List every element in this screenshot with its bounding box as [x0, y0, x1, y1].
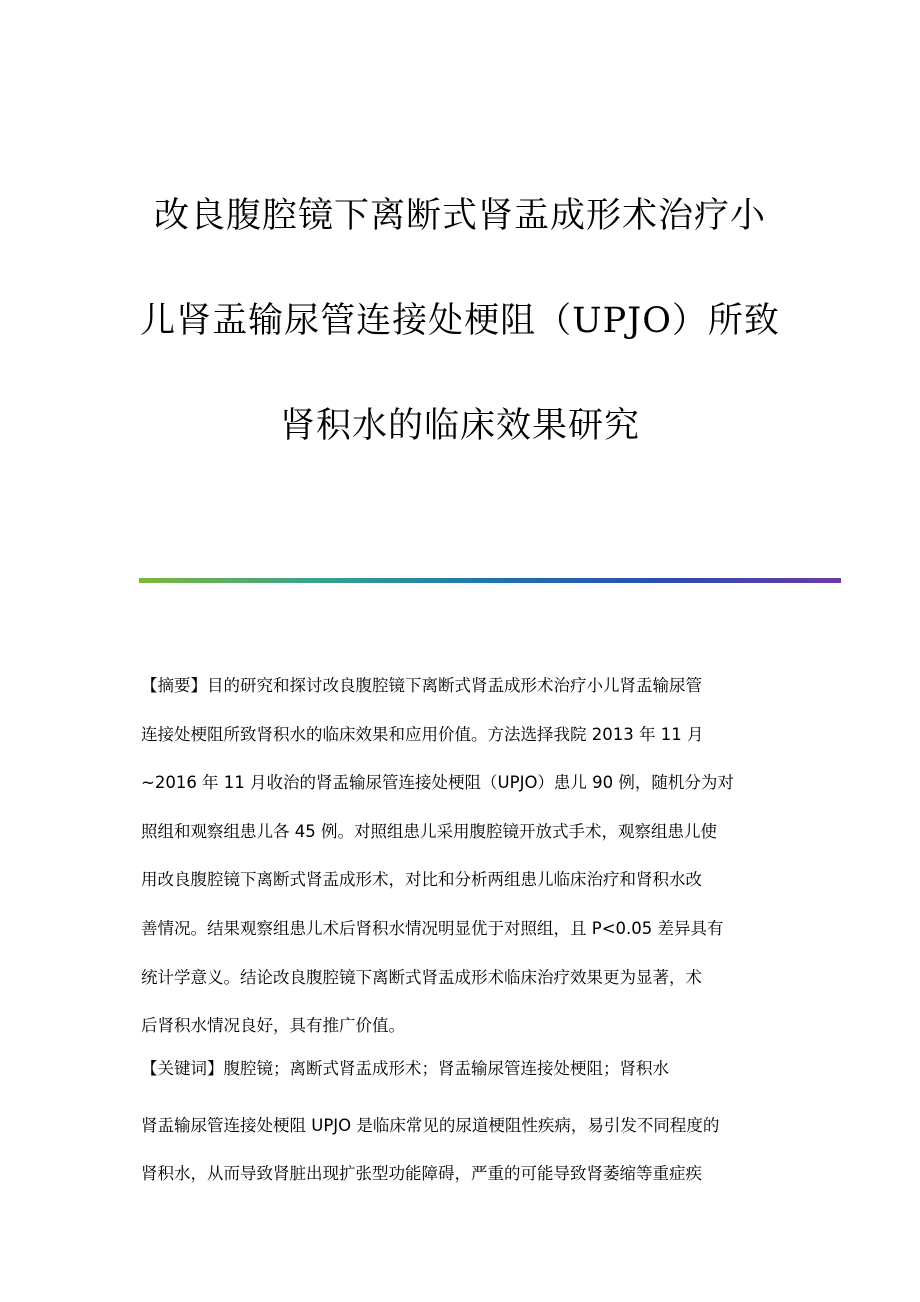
abstract-line: 照组和观察组患儿各 45 例。对照组患儿采用腹腔镜开放式手术，观察组患儿使 — [141, 821, 717, 841]
abstract — [141, 662, 791, 1051]
abstract-line: 后肾积水情况良好，具有推广价值。 — [141, 1016, 405, 1036]
abstract-line: 连接处梗阻所致肾积水的临床效果和应用价值。方法选择我院 2013 年 11 月 — [141, 724, 704, 744]
title-divider — [139, 578, 841, 583]
keywords: 【关键词】腹腔镜；离断式肾盂成形术；肾盂输尿管连接处梗阻；肾积水 — [141, 1059, 669, 1078]
title-line-2: 儿肾盂输尿管连接处梗阻（UPJO）所致 — [140, 301, 780, 341]
abstract-line: 用改良腹腔镜下离断式肾盂成形术，对比和分析两组患儿临床治疗和肾积水改 — [141, 870, 702, 890]
title-line-1: 改良腹腔镜下离断式肾盂成形术治疗小 — [153, 196, 766, 236]
title-line-3: 肾积水的临床效果研究 — [279, 406, 640, 446]
paper-title — [130, 188, 790, 454]
abstract-line: 【摘要】目的研究和探讨改良腹腔镜下离断式肾盂成形术治疗小儿肾盂输尿管 — [141, 676, 702, 695]
body-line: 肾盂输尿管连接处梗阻 UPJO 是临床常见的尿道梗阻性疾病，易引发不同程度的 — [141, 1116, 720, 1135]
abstract-line: ~2016 年 11 月收治的肾盂输尿管连接处梗阻（UPJO）患儿 90 例，随机分为对 — [141, 773, 734, 793]
body-paragraph — [141, 1102, 791, 1198]
abstract-line: 统计学意义。结论改良腹腔镜下离断式肾盂成形术临床治疗效果更为显著，术 — [141, 967, 702, 987]
body-line: 肾积水，从而导致肾脏出现扩张型功能障碍，严重的可能导致肾萎缩等重症疾 — [141, 1164, 702, 1183]
abstract-line: 善情况。结果观察组患儿术后肾积水情况明显优于对照组，且 P<0.05 差异具有 — [141, 918, 724, 938]
